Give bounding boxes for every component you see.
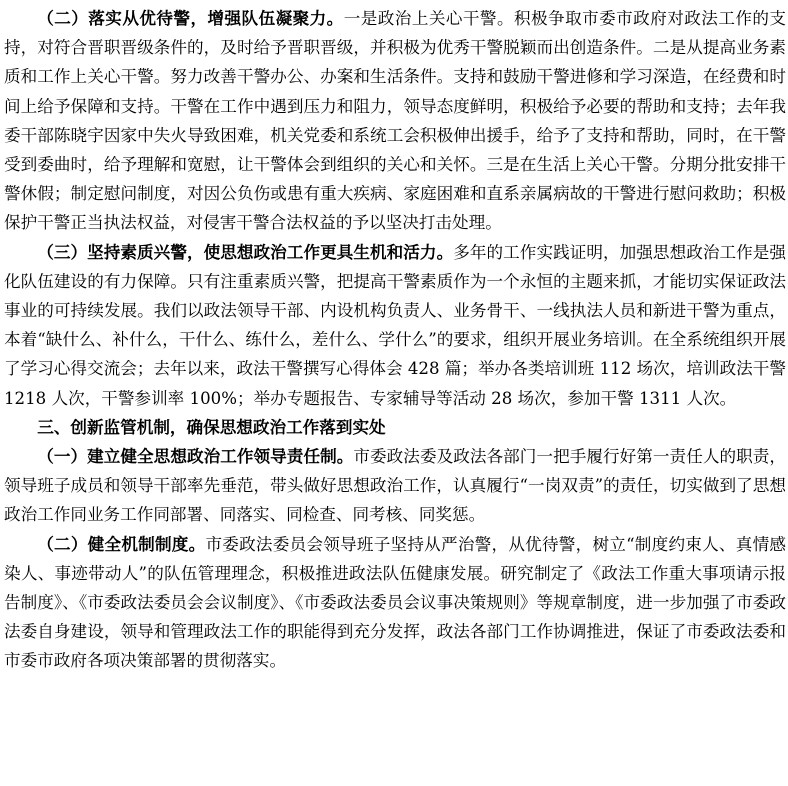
paragraph-mechanism-system [4,530,786,676]
paragraph-body: 市委政法委及政法各部门一把手履行好第一责任人的职责，领导班子成员和领导干部率先垂范，带头做好思想政治工作，认真履行“一岗双责”的责任，切实做到了思想政治工作同业务工作同部署、同落实、同检查、同考核、同奖惩。 [4,447,787,525]
paragraph-preferential-treatment [4,4,786,238]
paragraph-lead: （二）落实从优待警，增强队伍凝聚力。 [37,8,344,28]
paragraph-responsibility-system [4,442,786,530]
section-heading: 三、创新监管机制，确保思想政治工作落到实处 [37,416,386,437]
paragraph-lead: （二）健全机制制度。 [37,533,206,554]
paragraph-quality-training [4,238,786,413]
paragraph-lead: （三）坚持素质兴警，使思想政治工作更具生机和活力。 [37,241,454,262]
paragraph-body: 一是政治上关心干警。积极争取市委市政府对政法工作的支持，对符合晋职晋级条件的，及时给予晋职晋级，并积极为优秀干警脱颖而出创造条件。二是从提高业务素质和工作上关心干警。努力改善干警办公、办案和生活条件。支持和鼓励干警进修和学习深造，在经费和时间上给予保障和支持。干警在工作中遇到压力和阻力，领导态度鲜明，积极给予必要的帮助和支持；去年我委干部陈晓宇因家中失火导致困难，机关党委和系统工会积极伸出援手，给予了支持和帮助，同时，在干警受到委曲时，给予理解和宽慰，让干警体会到组织的关心和关怀。三是在生活上关心干警。分期分批安排干警休假；制定慰问制度，对因公负伤或患有重大疾病、家庭困难和直系亲属病故的干警进行慰问救助；积极保护干警正当执法权益，对侵害干警合法权益的予以坚决打击处理。 [4,9,787,233]
paragraph-body: 多年的工作实践证明，加强思想政治工作是强化队伍建设的有力保障。只有注重素质兴警，把提高干警素质作为一个永恒的主题来抓，才能切实保证政法事业的可持续发展。我们以政法领导干部、内设机构负责人、业务骨干、一线执法人员和新进干警为重点，本着“缺什么、补什么，干什么、练什么，差什么、学什么”的要求，组织开展业务培训。在全系统组织开展了学习心得交流会；去年以来，政法干警撰写心得体会 428 篇；举办各类培训班 112 场次，培训政法干警 1218 人次，干警参训率 100%；举办专题报告、专家辅导等活动 28 场次，参加干警 1311 人次。 [4,242,787,408]
paragraph-lead: （一）建立健全思想政治工作领导责任制。 [37,446,354,467]
paragraph-body: 市委政法委员会领导班子坚持从严治警，从优待警，树立“制度约束人、真情感染人、事迹带动人”的队伍管理理念，积极推进政法队伍健康发展。研究制定了《政法工作重大事项请示报告制度》、《市委政法委员会会议制度》、《市委政法委员会议事决策规则》等规章制度，进一步加强了市委政法委自身建设，领导和管理政法工作的职能得到充分发挥，政法各部门工作协调推进，保证了市委政法委和市委市政府各项决策部署的贯彻落实。 [4,534,787,671]
